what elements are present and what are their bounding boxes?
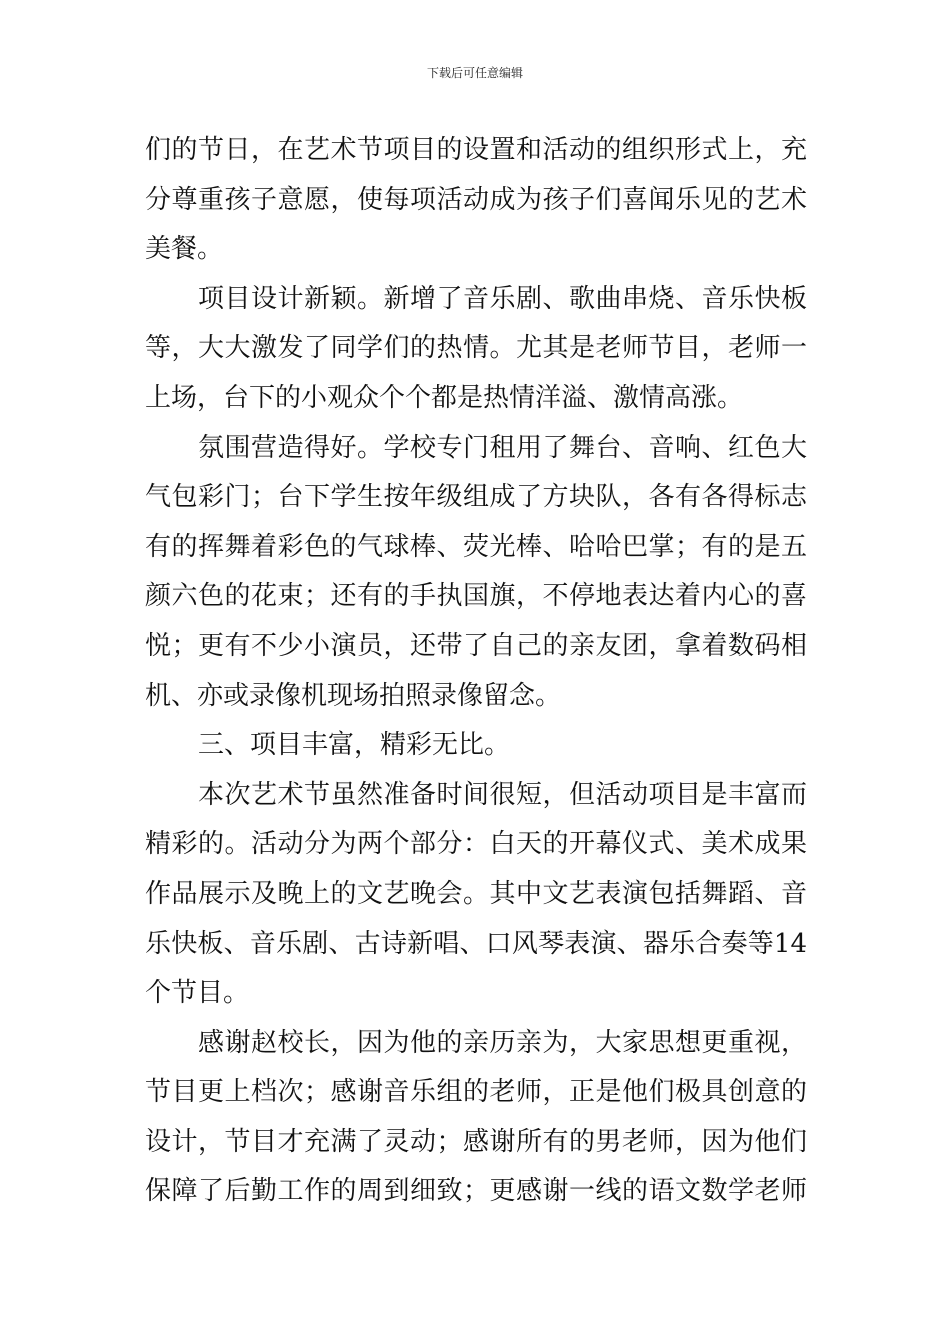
text-line: 三、项目丰富，精彩无比。 <box>198 730 511 761</box>
text-line: 美餐。 <box>145 234 224 265</box>
text-line: 本次艺术节虽然准备时间很短，但活动项目是丰富而 <box>198 779 807 810</box>
text-line: 悦；更有不少小演员，还带了自己的亲友团，拿着数码相 <box>145 630 807 661</box>
text-line: 分尊重孩子意愿，使每项活动成为孩子们喜闻乐见的艺术 <box>145 184 807 215</box>
text-line: 有的挥舞着彩色的气球棒、荧光棒、哈哈巴掌；有的是五 <box>145 531 807 562</box>
document-body <box>145 126 807 1217</box>
header-note: 下载后可任意编辑 <box>426 66 523 80</box>
text-line: 机、亦或录像机现场拍照录像留念。 <box>145 680 562 711</box>
text-line: 设计，节目才充满了灵动；感谢所有的男老师，因为他们 <box>145 1126 807 1157</box>
text-line: 作品展示及晚上的文艺晚会。其中文艺表演包括舞蹈、音 <box>145 878 807 909</box>
text-line: 节目更上档次；感谢音乐组的老师，正是他们极具创意的 <box>145 1077 807 1108</box>
text-line: 精彩的。活动分为两个部分：白天的开幕仪式、美术成果 <box>145 829 807 860</box>
text-line: 乐快板、音乐剧、古诗新唱、口风琴表演、器乐合奏等14 <box>145 928 807 959</box>
text-line: 项目设计新颖。新增了音乐剧、歌曲串烧、音乐快板 <box>198 283 807 314</box>
text-line: 等，大大激发了同学们的热情。尤其是老师节目，老师一 <box>145 333 807 364</box>
text-line: 氛围营造得好。学校专门租用了舞台、音响、红色大 <box>198 432 807 463</box>
text-line: 保障了后勤工作的周到细致；更感谢一线的语文数学老师 <box>145 1176 807 1207</box>
text-line: 们的节日，在艺术节项目的设置和活动的组织形式上，充 <box>145 135 807 165</box>
text-line: 气包彩门；台下学生按年级组成了方块队，各有各得标志 <box>145 482 807 513</box>
text-line: 感谢赵校长，因为他的亲历亲为，大家思想更重视， <box>198 1027 807 1058</box>
text-line: 个节目。 <box>145 978 250 1009</box>
text-line: 上场，台下的小观众个个都是热情洋溢、激情高涨。 <box>145 382 744 413</box>
text-line: 颜六色的花束；还有的手执国旗，不停地表达着内心的喜 <box>145 581 807 612</box>
